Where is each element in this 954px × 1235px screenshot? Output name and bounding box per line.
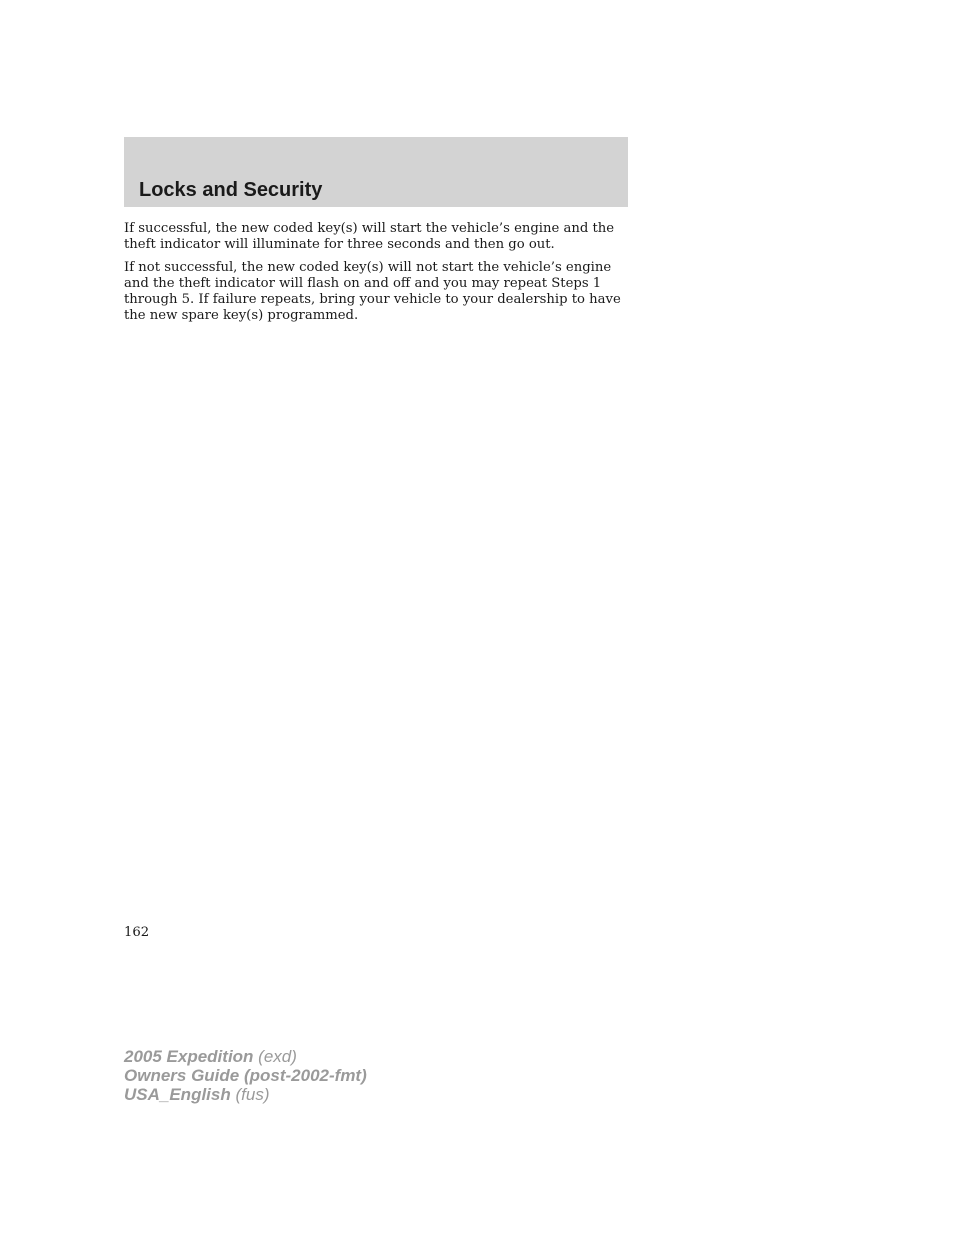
section-header-band bbox=[124, 137, 628, 207]
section-title: Locks and Security bbox=[139, 179, 323, 201]
footer-model-code: (exd) bbox=[258, 1047, 297, 1066]
footer-locale-code: (fus) bbox=[235, 1085, 270, 1104]
footer-line-guide bbox=[124, 1066, 367, 1085]
footer-line-model bbox=[124, 1047, 367, 1066]
paragraph-success: If successful, the new coded key(s) will start the vehicle’s engine and the theft indicator will illuminate for three seconds and then go out. bbox=[124, 221, 615, 252]
footer-locale-name: USA_English bbox=[124, 1085, 231, 1104]
paragraph-failure: If not successful, the new coded key(s) will not start the vehicle’s engine and the theft indicator will flash on and off and you may repeat Steps 1 through 5. If failure repeats, bring your vehicle to your dealership to have the new spare key(s) programmed. bbox=[124, 260, 621, 323]
document-footer bbox=[124, 1047, 367, 1104]
footer-model-name: 2005 Expedition bbox=[124, 1047, 254, 1066]
footer-guide-name: Owners Guide (post-2002-fmt) bbox=[124, 1066, 367, 1085]
footer-line-locale bbox=[124, 1085, 367, 1104]
page-number: 162 bbox=[124, 925, 150, 940]
body-text bbox=[124, 221, 630, 331]
